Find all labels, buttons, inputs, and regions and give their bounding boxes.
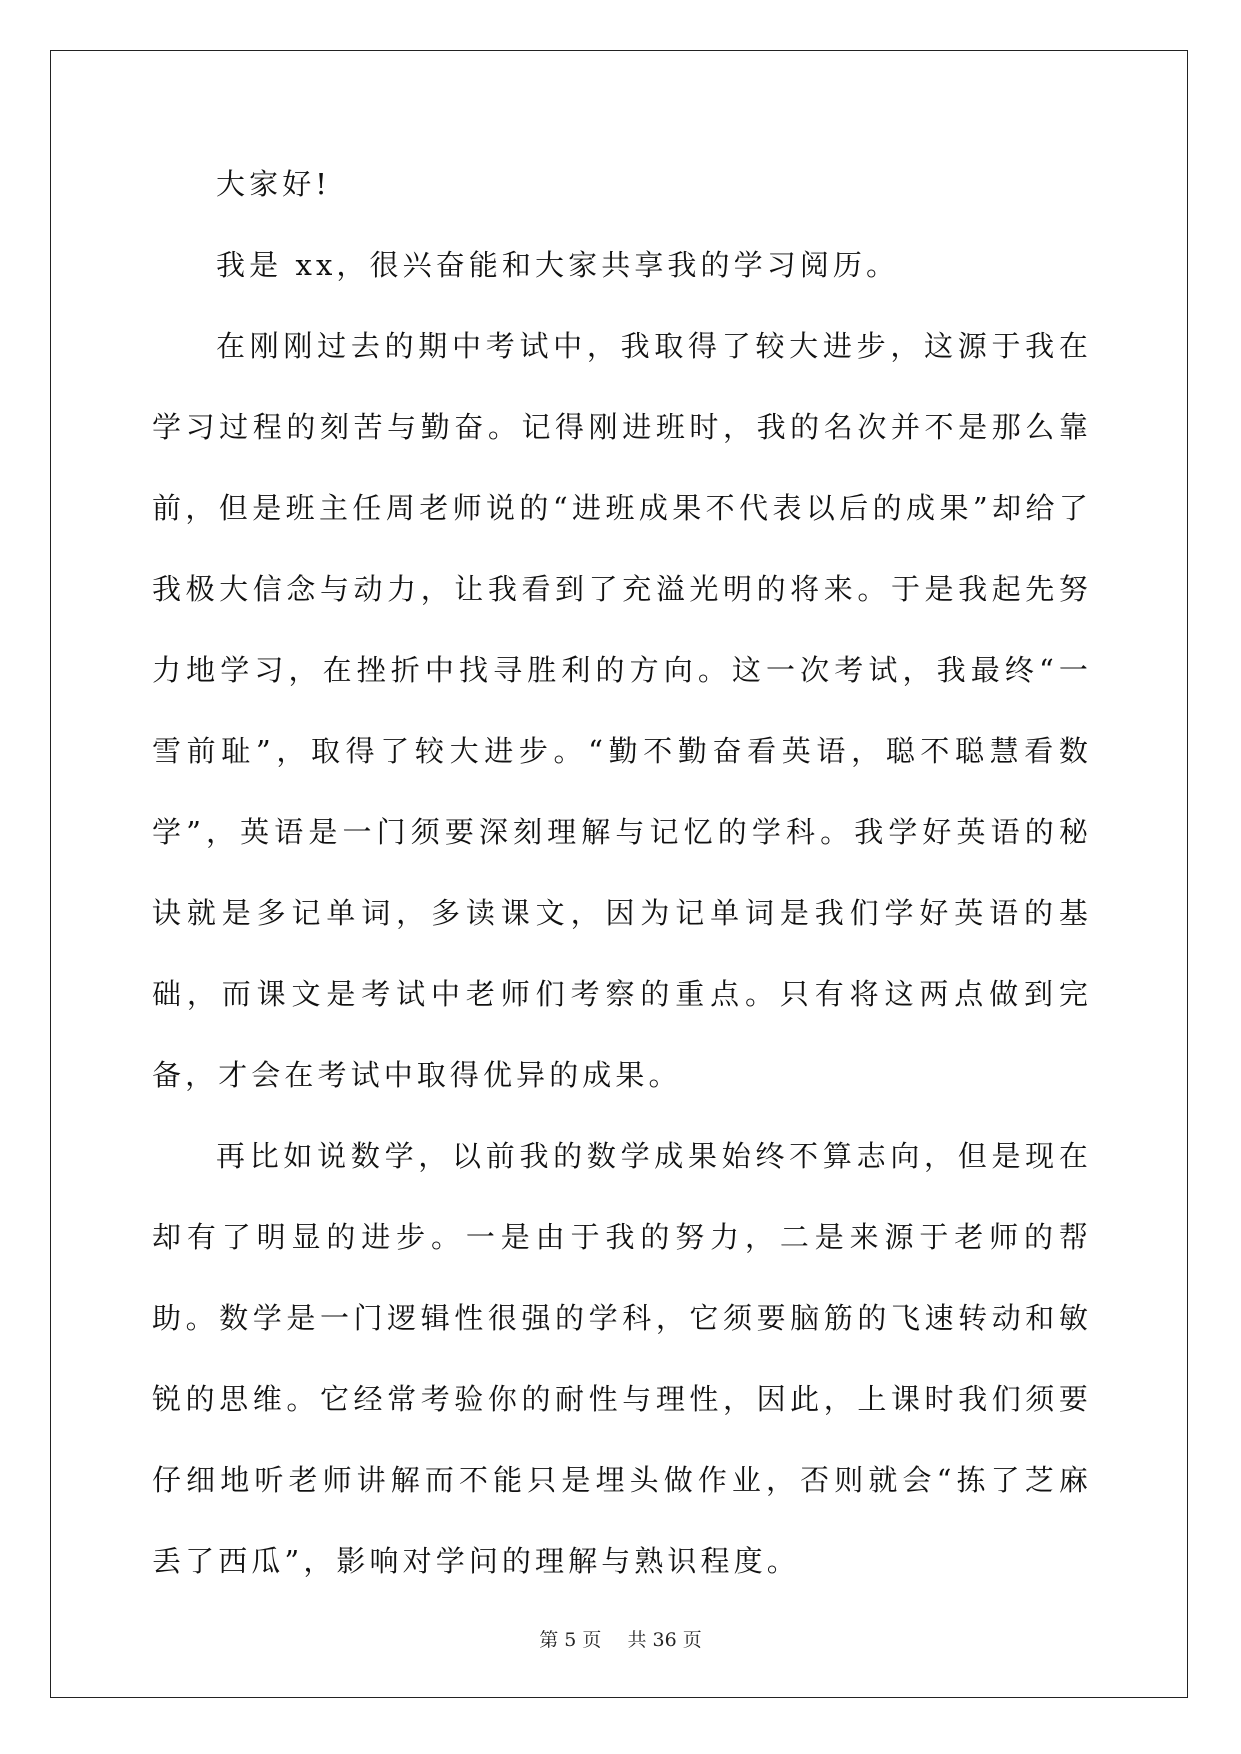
page-footer bbox=[0, 1625, 1241, 1652]
document-body bbox=[152, 167, 1092, 1602]
page-number: 第 5 页 bbox=[539, 1629, 602, 1651]
greeting-paragraph: 大家好! bbox=[216, 167, 332, 201]
total-pages: 共 36 页 bbox=[627, 1629, 702, 1651]
intro-paragraph: 我是 xx，很兴奋能和大家共享我的学习阅历。 bbox=[216, 248, 900, 282]
math-study-paragraph: 再比如说数学，以前我的数学成果始终不算志向，但是现在却有了明显的进步。一是由于我的努力，二是来源于老师的帮助。数学是一门逻辑性很强的学科，它须要脑筋的飞速转动和敏锐的思维。它经常考验你的耐性与理性，因此，上课时我们须要仔细地听老师讲解而不能只是埋头做作业，否则就会“拣了芝麻丢了西瓜”，影响对学问的理解与熟识程度。 bbox=[152, 1139, 1092, 1578]
english-study-paragraph: 在刚刚过去的期中考试中，我取得了较大进步，这源于我在学习过程的刻苦与勤奋。记得刚进班时，我的名次并不是那么靠前，但是班主任周老师说的“进班成果不代表以后的成果”却给了我极大信念与动力，让我看到了充溢光明的将来。于是我起先努力地学习，在挫折中找寻胜利的方向。这一次考试，我最终“一雪前耻”，取得了较大进步。“勤不勤奋看英语，聪不聪慧看数学”，英语是一门须要深刻理解与记忆的学科。我学好英语的秘诀就是多记单词，多读课文，因为记单词是我们学好英语的基础，而课文是考试中老师们考察的重点。只有将这两点做到完备，才会在考试中取得优异的成果。 bbox=[152, 329, 1092, 1092]
